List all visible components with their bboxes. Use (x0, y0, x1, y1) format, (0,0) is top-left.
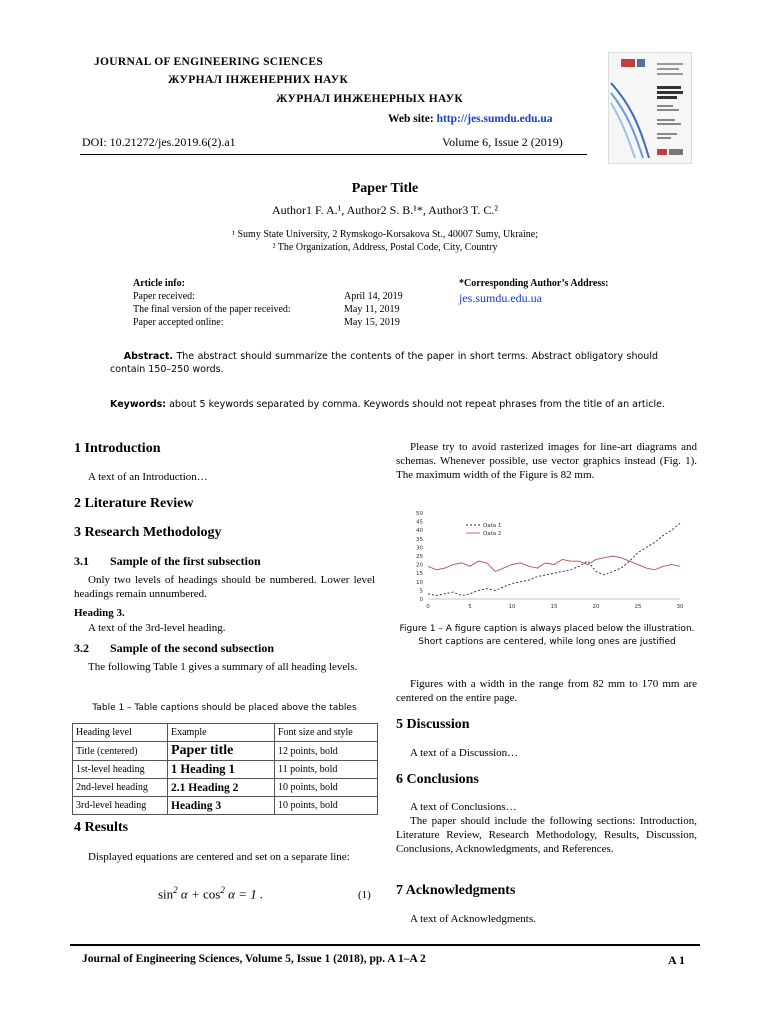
y-tick-label: 50 (416, 511, 423, 517)
x-tick-label: 30 (676, 604, 684, 610)
accepted-label: Paper accepted online: (133, 317, 224, 328)
y-tick-label: 5 (419, 588, 423, 595)
table-header-cell: Font size and style (275, 724, 378, 742)
table-row (73, 779, 378, 797)
legend-label: Data 1 (483, 523, 502, 529)
heading-3-label: Heading 3. (74, 607, 125, 619)
journal-cover-image (608, 52, 692, 164)
journal-name-ua: ЖУРНАЛ ІНЖЕНЕРНИХ НАУК (168, 74, 349, 86)
table-row (73, 742, 378, 761)
introduction-text: A text of an Introduction… (88, 471, 208, 483)
subsection-3-1-heading: Sample of the first subsection (110, 554, 261, 568)
series-line-2 (428, 556, 680, 571)
section-introduction-heading: 1 Introduction (74, 441, 161, 456)
table-header-row (73, 724, 378, 742)
figure-caption: Figure 1 – A figure caption is always placed below the illustration. Short captions are centered, while long ones are justified (399, 624, 695, 647)
article-info-heading: Article info: (133, 278, 185, 289)
page-number: A 1 (668, 953, 686, 967)
conclusions-text-1: A text of Conclusions… (410, 801, 517, 813)
figure-paragraph: Please try to avoid rasterized images for line-art diagrams and schemas. Whenever possible, use vector graphics instead (Fig. 1). The maximum width of the Figure is 82 mm. (396, 441, 697, 481)
abstract-text: The abstract should summarize the contents of the paper in short terms. Abstract obligatory should contain 150–250 words. (110, 351, 658, 375)
x-tick-label: 10 (508, 604, 516, 610)
legend-label: Data 2 (483, 531, 502, 537)
y-tick-label: 20 (416, 562, 423, 569)
table-row (73, 761, 378, 779)
y-tick-label: 40 (416, 528, 423, 535)
subsection-3-1-number: 3.1 (74, 554, 89, 568)
table-cell: 2.1 Heading 2 (168, 779, 275, 797)
subsection-3-2-text: The following Table 1 gives a summary of all heading levels. (88, 661, 358, 673)
table-cell: 1 Heading 1 (168, 761, 275, 779)
section-methodology-heading: 3 Research Methodology (74, 525, 222, 540)
abstract-label: Abstract. (123, 351, 174, 362)
acknowledgments-text: A text of Acknowledgments. (410, 913, 536, 925)
heading-3-text: A text of the 3rd-level heading. (88, 622, 226, 634)
table-row (73, 797, 378, 815)
table-cell: Title (centered) (73, 742, 168, 761)
equation-number: (1) (358, 889, 371, 901)
section-literature-heading: 2 Literature Review (74, 496, 194, 511)
section-conclusions-heading: 6 Conclusions (396, 772, 479, 787)
keywords (110, 399, 670, 410)
x-tick-label: 25 (634, 604, 642, 610)
table-cell: Paper title (168, 742, 275, 761)
equation: $\sin^2 \alpha + \cos^2 \alpha = 1$ . (158, 885, 264, 902)
doi: DOI: 10.21272/jes.2019.6(2).a1 (82, 135, 236, 149)
volume-issue: Volume 6, Issue 2 (2019) (442, 135, 563, 149)
y-tick-label: 25 (416, 554, 423, 560)
y-tick-label: 10 (416, 579, 423, 586)
table-cell: 2nd-level heading (73, 779, 168, 797)
affiliation-1: ¹ Sumy State University, 2 Rymskogo-Korsakova St., 40007 Sumy, Ukraine; (231, 229, 538, 240)
table-header-cell: Example (168, 724, 275, 742)
corresponding-author-link[interactable]: jes.sumdu.edu.ua (459, 291, 542, 305)
final-version-date: May 11, 2019 (344, 304, 400, 315)
y-tick-label: 45 (416, 519, 423, 526)
subsection-3-2-number: 3.2 (74, 641, 89, 655)
received-date: April 14, 2019 (344, 291, 403, 302)
website-line (388, 113, 553, 125)
final-version-label: The final version of the paper received: (133, 304, 291, 315)
affiliation-2: ² The Organization, Address, Postal Code, City, Country (272, 242, 498, 253)
keywords-text: about 5 keywords separated by comma. Keywords should not repeat phrases from the title of an article. (169, 399, 665, 410)
table-cell: 3rd-level heading (73, 797, 168, 815)
figure-1-chart (404, 507, 694, 615)
figure-width-paragraph: Figures with a width in the range from 82 mm to 170 mm are centered on the entire page. (396, 678, 697, 704)
website-label: Web site: (388, 113, 434, 125)
x-tick-label: 15 (550, 604, 558, 610)
section-acknowledgments-heading: 7 Acknowledgments (396, 883, 516, 898)
accepted-date: May 15, 2019 (344, 317, 400, 328)
table-caption: Table 1 – Table captions should be placed above the tables (92, 703, 357, 713)
y-tick-label: 35 (416, 536, 423, 543)
received-label: Paper received: (133, 291, 195, 302)
subsection-3-1-text: Only two levels of headings should be numbered. Lower level headings remain unnumbered. (74, 574, 375, 600)
section-discussion-heading: 5 Discussion (396, 717, 470, 732)
header-rule (80, 154, 587, 155)
abstract (110, 350, 658, 376)
subsection-3-2-heading: Sample of the second subsection (110, 641, 275, 655)
y-tick-label: 0 (419, 597, 423, 603)
table-cell: 10 points, bold (275, 779, 378, 797)
corresponding-author-heading: *Corresponding Author’s Address: (459, 278, 609, 289)
paper-title: Paper Title (351, 181, 419, 196)
table-header-cell: Heading level (73, 724, 168, 742)
footer-citation: Journal of Engineering Sciences, Volume 5, Issue 1 (2018), pp. A 1–A 2 (82, 953, 426, 965)
x-tick-label: 20 (592, 604, 600, 610)
discussion-text: A text of a Discussion… (410, 747, 519, 759)
journal-name-ru: ЖУРНАЛ ИНЖЕНЕРНЫХ НАУК (276, 93, 463, 105)
headings-table (72, 723, 378, 815)
conclusions-text-2: The paper should include the following sections: Introduction, Literature Review, Research Methodology, Results, Discussion, Conclusions, Acknowledgments, and References. (396, 815, 697, 855)
footer-rule (70, 944, 700, 946)
table-cell: 1st-level heading (73, 761, 168, 779)
results-text: Displayed equations are centered and set on a separate line: (88, 851, 350, 863)
x-tick-label: 0 (426, 604, 430, 610)
x-tick-label: 5 (468, 604, 472, 610)
keywords-label: Keywords: (110, 399, 167, 410)
authors: Author1 F. A.¹, Author2 S. B.¹*, Author3 T. C.² (271, 203, 499, 217)
table-cell: 11 points, bold (275, 761, 378, 779)
journal-name-en: JOURNAL OF ENGINEERING SCIENCES (94, 56, 324, 68)
series-line-1 (428, 523, 680, 595)
section-results-heading: 4 Results (74, 820, 129, 835)
table-cell: 10 points, bold (275, 797, 378, 815)
website-link[interactable]: http://jes.sumdu.edu.ua (436, 113, 553, 125)
y-tick-label: 30 (416, 545, 423, 552)
table-cell: 12 points, bold (275, 742, 378, 761)
y-tick-label: 15 (416, 571, 423, 578)
table-cell: Heading 3 (168, 797, 275, 815)
